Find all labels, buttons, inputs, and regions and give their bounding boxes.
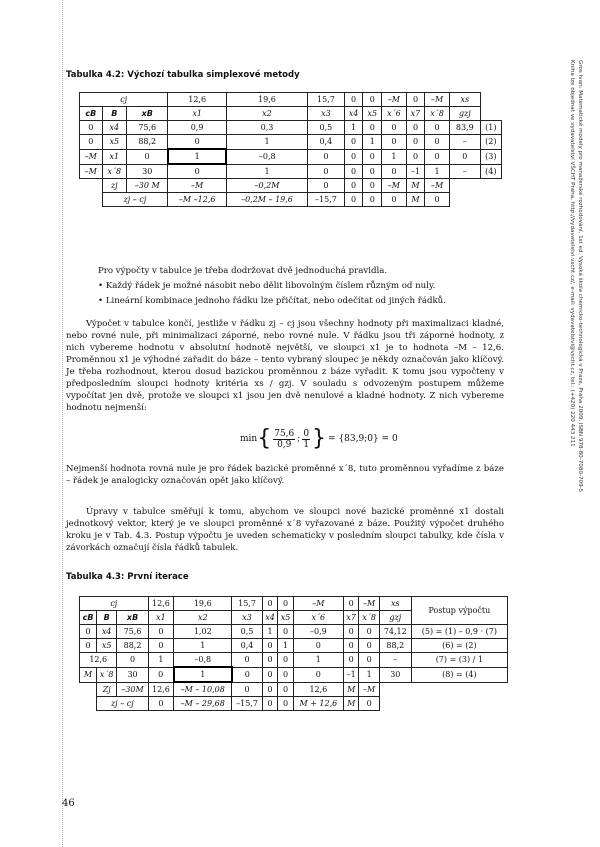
table-cell: –M (293, 597, 343, 611)
table-cell: 0 (343, 653, 359, 668)
table-cell (480, 193, 501, 207)
table-cell: 0 (343, 625, 359, 639)
table-cell: – (449, 135, 480, 150)
postup-header: Postup výpočtu (411, 597, 507, 625)
header-cell: x5 (363, 107, 382, 121)
table-cell: –1 (343, 667, 359, 682)
table-cell: –M (359, 597, 379, 611)
header-cell: B (102, 107, 127, 121)
table2-caption: Tabulka 4.3: První iterace (66, 572, 189, 582)
table-cell: 12,6 (80, 653, 117, 668)
table-cell (480, 107, 501, 121)
table-cell: 15,7 (232, 597, 263, 611)
header-cell: B (97, 611, 117, 625)
table-row (80, 597, 508, 611)
xs-label: xs (449, 93, 480, 107)
table-row (80, 193, 502, 207)
table-cell: 0 (425, 121, 450, 135)
table-row (80, 149, 502, 164)
table-cell: –1 (406, 164, 425, 179)
table-cell (80, 697, 97, 711)
table-cell: 0 (80, 625, 97, 639)
table-row (80, 179, 502, 193)
table-row (80, 653, 508, 668)
table-cell: 0 (278, 667, 294, 682)
table-cell: – (449, 164, 480, 179)
table-cell: 0 (262, 682, 278, 697)
bullet-item (98, 295, 508, 307)
table-cell: 0,5 (232, 625, 263, 639)
table2 (79, 596, 508, 711)
header-cell: x2 (174, 611, 232, 625)
table-cell: –M (359, 682, 379, 697)
cj-label: cj (80, 93, 168, 107)
table-cell: 0 (148, 625, 174, 639)
table-cell: –15,7 (232, 697, 263, 711)
table-row (80, 697, 508, 711)
table-cell: 12,6 (148, 682, 174, 697)
table-cell: 0 (363, 121, 382, 135)
table-cell: 0 (278, 625, 294, 639)
table-cell: M (406, 193, 425, 207)
table-row (80, 682, 508, 697)
separator: ; (297, 434, 301, 444)
min-formula (240, 428, 398, 450)
table-cell (449, 193, 480, 207)
table-cell: 0 (278, 597, 294, 611)
table-cell: x´8 (102, 164, 127, 179)
table-row (80, 107, 502, 121)
table-cell: 0,4 (232, 639, 263, 653)
table-cell: 0 (148, 667, 174, 682)
table-cell: x´8 (97, 667, 117, 682)
header-cell: x1 (168, 107, 227, 121)
table-cell (480, 179, 501, 193)
table-cell: 1 (174, 639, 232, 653)
table-cell: 0 (344, 135, 363, 150)
table-cell: 0 (232, 667, 263, 682)
header-cell: cB (80, 611, 97, 625)
table-cell: 0 (168, 164, 227, 179)
table-cell: 0 (363, 164, 382, 179)
table-cell: 0 (344, 193, 363, 207)
table-cell: 1 (359, 667, 379, 682)
header-cell: gzj (379, 611, 411, 625)
bullet-item (98, 280, 508, 292)
pivot-cell: 1 (174, 667, 232, 682)
table-cell: 0 (278, 697, 294, 711)
table-cell: 0 (278, 653, 294, 668)
table-cell: –30 M (127, 179, 168, 193)
xs-label: xs (379, 597, 411, 611)
postup-cell: (6) = (2) (411, 639, 507, 653)
table-cell: x4 (97, 625, 117, 639)
header-cell: x1 (148, 611, 174, 625)
denominator: 0,9 (277, 439, 292, 450)
header-cell: x2 (226, 107, 307, 121)
table-cell: 1,02 (174, 625, 232, 639)
table-cell: 0 (359, 625, 379, 639)
cj-label: cj (80, 597, 149, 611)
table-cell: 1 (148, 653, 174, 668)
table-cell: 30 (127, 164, 168, 179)
table-cell: 0 (308, 179, 345, 193)
side-note (560, 60, 600, 620)
denominator: 1 (303, 439, 310, 450)
table-cell: 0,4 (308, 135, 345, 150)
table-cell (480, 93, 501, 107)
bullet-icon: • (98, 296, 104, 306)
table-cell: 1 (382, 149, 407, 164)
table-cell: –0,8 (226, 149, 307, 164)
table-cell: M (343, 697, 359, 711)
table-cell: 0 (232, 682, 263, 697)
table-cell: 0 (293, 639, 343, 653)
zj-cj-label: zj – cj (102, 193, 168, 207)
table-cell (80, 179, 103, 193)
table-cell: –M (382, 93, 407, 107)
table-cell: 1 (344, 121, 363, 135)
table-cell: 0 (80, 639, 97, 653)
table-cell: 88,2 (379, 639, 411, 653)
table-cell: 0 (425, 135, 450, 150)
table-cell: 0 (168, 135, 227, 150)
table-row (80, 121, 502, 135)
table-cell: M (406, 179, 425, 193)
table-cell: –M (425, 179, 450, 193)
table-cell: –M (168, 179, 227, 193)
table-cell: –0,9 (293, 625, 343, 639)
table-cell: 0 (382, 164, 407, 179)
bullet-text: Lineární kombinace jednoho řádku lze přičítat, nebo odečítat od jiných řádků. (105, 296, 446, 306)
header-cell: x7 (343, 611, 359, 625)
table-cell: M (80, 667, 97, 682)
table-cell: 0 (406, 121, 425, 135)
table-cell: M (343, 682, 359, 697)
table-cell: 0 (406, 93, 425, 107)
page-number: 46 (62, 798, 75, 809)
table-row (80, 639, 508, 653)
table-cell: 0 (80, 121, 103, 135)
table-cell: 0 (363, 149, 382, 164)
table-cell: M + 12,6 (293, 697, 343, 711)
table-cell: x1 (102, 149, 127, 164)
pivot-cell: 1 (168, 149, 227, 164)
table-cell: 0 (425, 193, 450, 207)
table-cell: 30 (379, 667, 411, 682)
table-cell: –M – 29,68 (174, 697, 232, 711)
postup-cell: (8) = (4) (411, 667, 507, 682)
table-cell: 0 (363, 93, 382, 107)
table-cell: x5 (102, 135, 127, 150)
paragraph-2: Nejmenší hodnota rovná nule je pro řádek bazické proměnné x´8, tuto proměnnou vyřadíme z báze – řádek je analogicky označován opět jako klíčový. (66, 464, 504, 486)
table-cell: –M –12,6 (168, 193, 227, 207)
table-row (80, 667, 508, 682)
table-cell: –M (80, 164, 103, 179)
paragraph-3: Úpravy v tabulce směřují k tomu, abychom ve sloupci nové bazické proměnné x1 dostali jednotkový vektor, který je ve sloupci proměnné x´8 vyřazované z báze. Použitý výpočet druhého kroku je v Tab. 4.3. Postup výpočtu je uveden schematicky v posledním sloupci tabulky, kde čísla v závorkách označují čísla řádků tabulek. (66, 507, 504, 553)
table-cell: 0 (148, 697, 174, 711)
table-cell: x4 (102, 121, 127, 135)
table-cell: 19,6 (226, 93, 307, 107)
table-cell (379, 697, 411, 711)
header-cell: cB (80, 107, 103, 121)
table-cell: 12,6 (168, 93, 227, 107)
table-cell: 0 (127, 149, 168, 164)
table-cell: 88,2 (117, 639, 148, 653)
zj-cj-label: zj – cj (97, 697, 149, 711)
table-cell: 0 (344, 93, 363, 107)
table-cell: 1 (278, 639, 294, 653)
table-cell: 0 (117, 653, 148, 668)
header-cell: x4 (344, 107, 363, 121)
fraction (273, 429, 295, 450)
table-cell: 0 (382, 121, 407, 135)
bullet-icon: • (98, 281, 104, 291)
table-cell: 0 (382, 193, 407, 207)
table-cell (80, 682, 97, 697)
table-cell: 1 (226, 164, 307, 179)
table-row (80, 625, 508, 639)
table-cell: 0 (148, 639, 174, 653)
table-cell: 0 (363, 193, 382, 207)
table-cell (411, 682, 507, 697)
table-cell (379, 682, 411, 697)
margin-dotted-line (62, 0, 63, 847)
header-cell: x4 (262, 611, 278, 625)
table-cell: 0 (293, 667, 343, 682)
table-cell: –15,7 (308, 193, 345, 207)
table-cell: 0 (344, 164, 363, 179)
paragraph-1: Výpočet v tabulce končí, jestliže v řádku zj – cj jsou všechny hodnoty při maximalizaci kladné, nebo rovné nule, při minimalizaci záporné, nebo rovné nule. V řádku jsou tři záporné hodnoty, z nich vybereme hodnotu v absolutní hodnotě největší, ve sloupci x1 je to hodnota –M – 12,6. Proměnnou x1 je výhodné zařadit do báze – tento vybraný sloupec je někdy označován jako klíčový. Je třeba rozhodnout, kterou dosud bazickou proměnnou z báze vyřadit. K tomu jsou vypočteny v předposledním sloupci hodnoty kritéria xs / gzj. V souladu s odvozeným postupem můžeme vypočítat jen dvě, protože ve sloupci x1 jsou jen dvě nenulové a kladné hodnoty. Z nich vybereme hodnotu nejmenší: (66, 319, 504, 413)
table-cell: 12,6 (148, 597, 174, 611)
postup-cell: (7) = (3) / 1 (411, 653, 507, 668)
header-cell: x´6 (293, 611, 343, 625)
row-number: (1) (480, 121, 501, 135)
table-cell: 0 (425, 149, 450, 164)
table-cell: –30M (117, 682, 148, 697)
table-cell: 19,6 (174, 597, 232, 611)
table1 (79, 92, 502, 207)
table-cell: 12,6 (293, 682, 343, 697)
table-cell: 0,3 (226, 121, 307, 135)
header-cell: x3 (308, 107, 345, 121)
header-cell: x7 (406, 107, 425, 121)
table-cell: – (379, 653, 411, 668)
side-note-line2: Kniha lze objednat ve vydavatelství VŠCHT Praha, http://vydavatelstvi.vscht.cz/, e-mail: vydavatelstvi@vscht.cz, tel.: (+420) 220 443 211 (569, 60, 575, 447)
formula-result: = {83,9;0} = 0 (328, 434, 398, 444)
table-cell: 0 (359, 639, 379, 653)
table-cell: 0 (308, 149, 345, 164)
table-cell: 1 (425, 164, 450, 179)
table-cell: 0 (262, 653, 278, 668)
header-cell: x´6 (382, 107, 407, 121)
table-cell: 0 (343, 639, 359, 653)
table-cell: 0 (262, 697, 278, 711)
zj-label: Zj (97, 682, 117, 697)
table-row (80, 135, 502, 150)
table-cell: –M (382, 179, 407, 193)
side-note-line1: Gros Ivan: Matematické modely pro manažerské rozhodování, 1st ed. Vysoká škola chemicko-technologická v Praze, Praha 2009, ISBN 978-80-7080-709-5 (577, 60, 583, 493)
header-cell: xB (117, 611, 148, 625)
row-number: (2) (480, 135, 501, 150)
table-cell: –M (80, 149, 103, 164)
row-number: (3) (480, 149, 501, 164)
table-cell: 0 (359, 653, 379, 668)
table-cell: 1 (226, 135, 307, 150)
table-row (80, 164, 502, 179)
table-cell: 0 (262, 667, 278, 682)
left-brace-icon: { (257, 426, 272, 451)
table-cell: 1 (363, 135, 382, 150)
table-cell: 0 (344, 179, 363, 193)
table-cell: –0,8 (174, 653, 232, 668)
table-cell: 0 (359, 697, 379, 711)
table-cell: –0,2M – 19,6 (226, 193, 307, 207)
table-cell: 0 (363, 179, 382, 193)
table-cell: 1 (293, 653, 343, 668)
table-cell: 0 (262, 639, 278, 653)
table-cell: 0 (449, 149, 480, 164)
table-cell: –0,2M (226, 179, 307, 193)
table-cell: 0 (308, 164, 345, 179)
table-cell: 30 (117, 667, 148, 682)
table-cell: x5 (97, 639, 117, 653)
table-cell: 0 (278, 682, 294, 697)
table-cell: 0 (344, 149, 363, 164)
postup-cell: (5) = (1) – 0,9 · (7) (411, 625, 507, 639)
table-cell: 0,9 (168, 121, 227, 135)
right-brace-icon: } (312, 426, 327, 451)
intro-text: Pro výpočty v tabulce je třeba dodržovat dvě jednoduchá pravidla. (98, 266, 388, 276)
table-cell: 75,6 (117, 625, 148, 639)
table-cell: 0 (262, 597, 278, 611)
table-cell: 0 (343, 597, 359, 611)
table-cell: 74,12 (379, 625, 411, 639)
table-cell: –M – 10,08 (174, 682, 232, 697)
header-cell: x´8 (359, 611, 379, 625)
table-cell: 75,6 (127, 121, 168, 135)
table1-caption: Tabulka 4.2: Výchozí tabulka simplexové metody (66, 70, 300, 80)
header-cell: gzj (449, 107, 480, 121)
header-cell: x3 (232, 611, 263, 625)
numerator: 75,6 (274, 428, 295, 439)
header-cell: x5 (278, 611, 294, 625)
table-cell: 0 (406, 135, 425, 150)
table-cell: 88,2 (127, 135, 168, 150)
numerator: 0 (303, 428, 310, 439)
table-cell: –M (425, 93, 450, 107)
table-cell (449, 179, 480, 193)
table-cell: 15,7 (308, 93, 345, 107)
table-row (80, 93, 502, 107)
table-cell: 83,9 (449, 121, 480, 135)
table-cell: 1 (262, 625, 278, 639)
table-cell (80, 193, 103, 207)
header-cell: x´8 (425, 107, 450, 121)
table-cell (411, 697, 507, 711)
fraction (302, 429, 310, 450)
row-number: (4) (480, 164, 501, 179)
zj-label: zj (102, 179, 127, 193)
bullet-text: Každý řádek je možné násobit nebo dělit libovolným číslem různým od nuly. (105, 281, 436, 291)
table-cell: 0 (406, 149, 425, 164)
min-label: min (240, 434, 258, 444)
table-cell: 0,5 (308, 121, 345, 135)
table-cell: 0 (232, 653, 263, 668)
table-cell: 0 (382, 135, 407, 150)
table-cell: 0 (80, 135, 103, 150)
header-cell: xB (127, 107, 168, 121)
